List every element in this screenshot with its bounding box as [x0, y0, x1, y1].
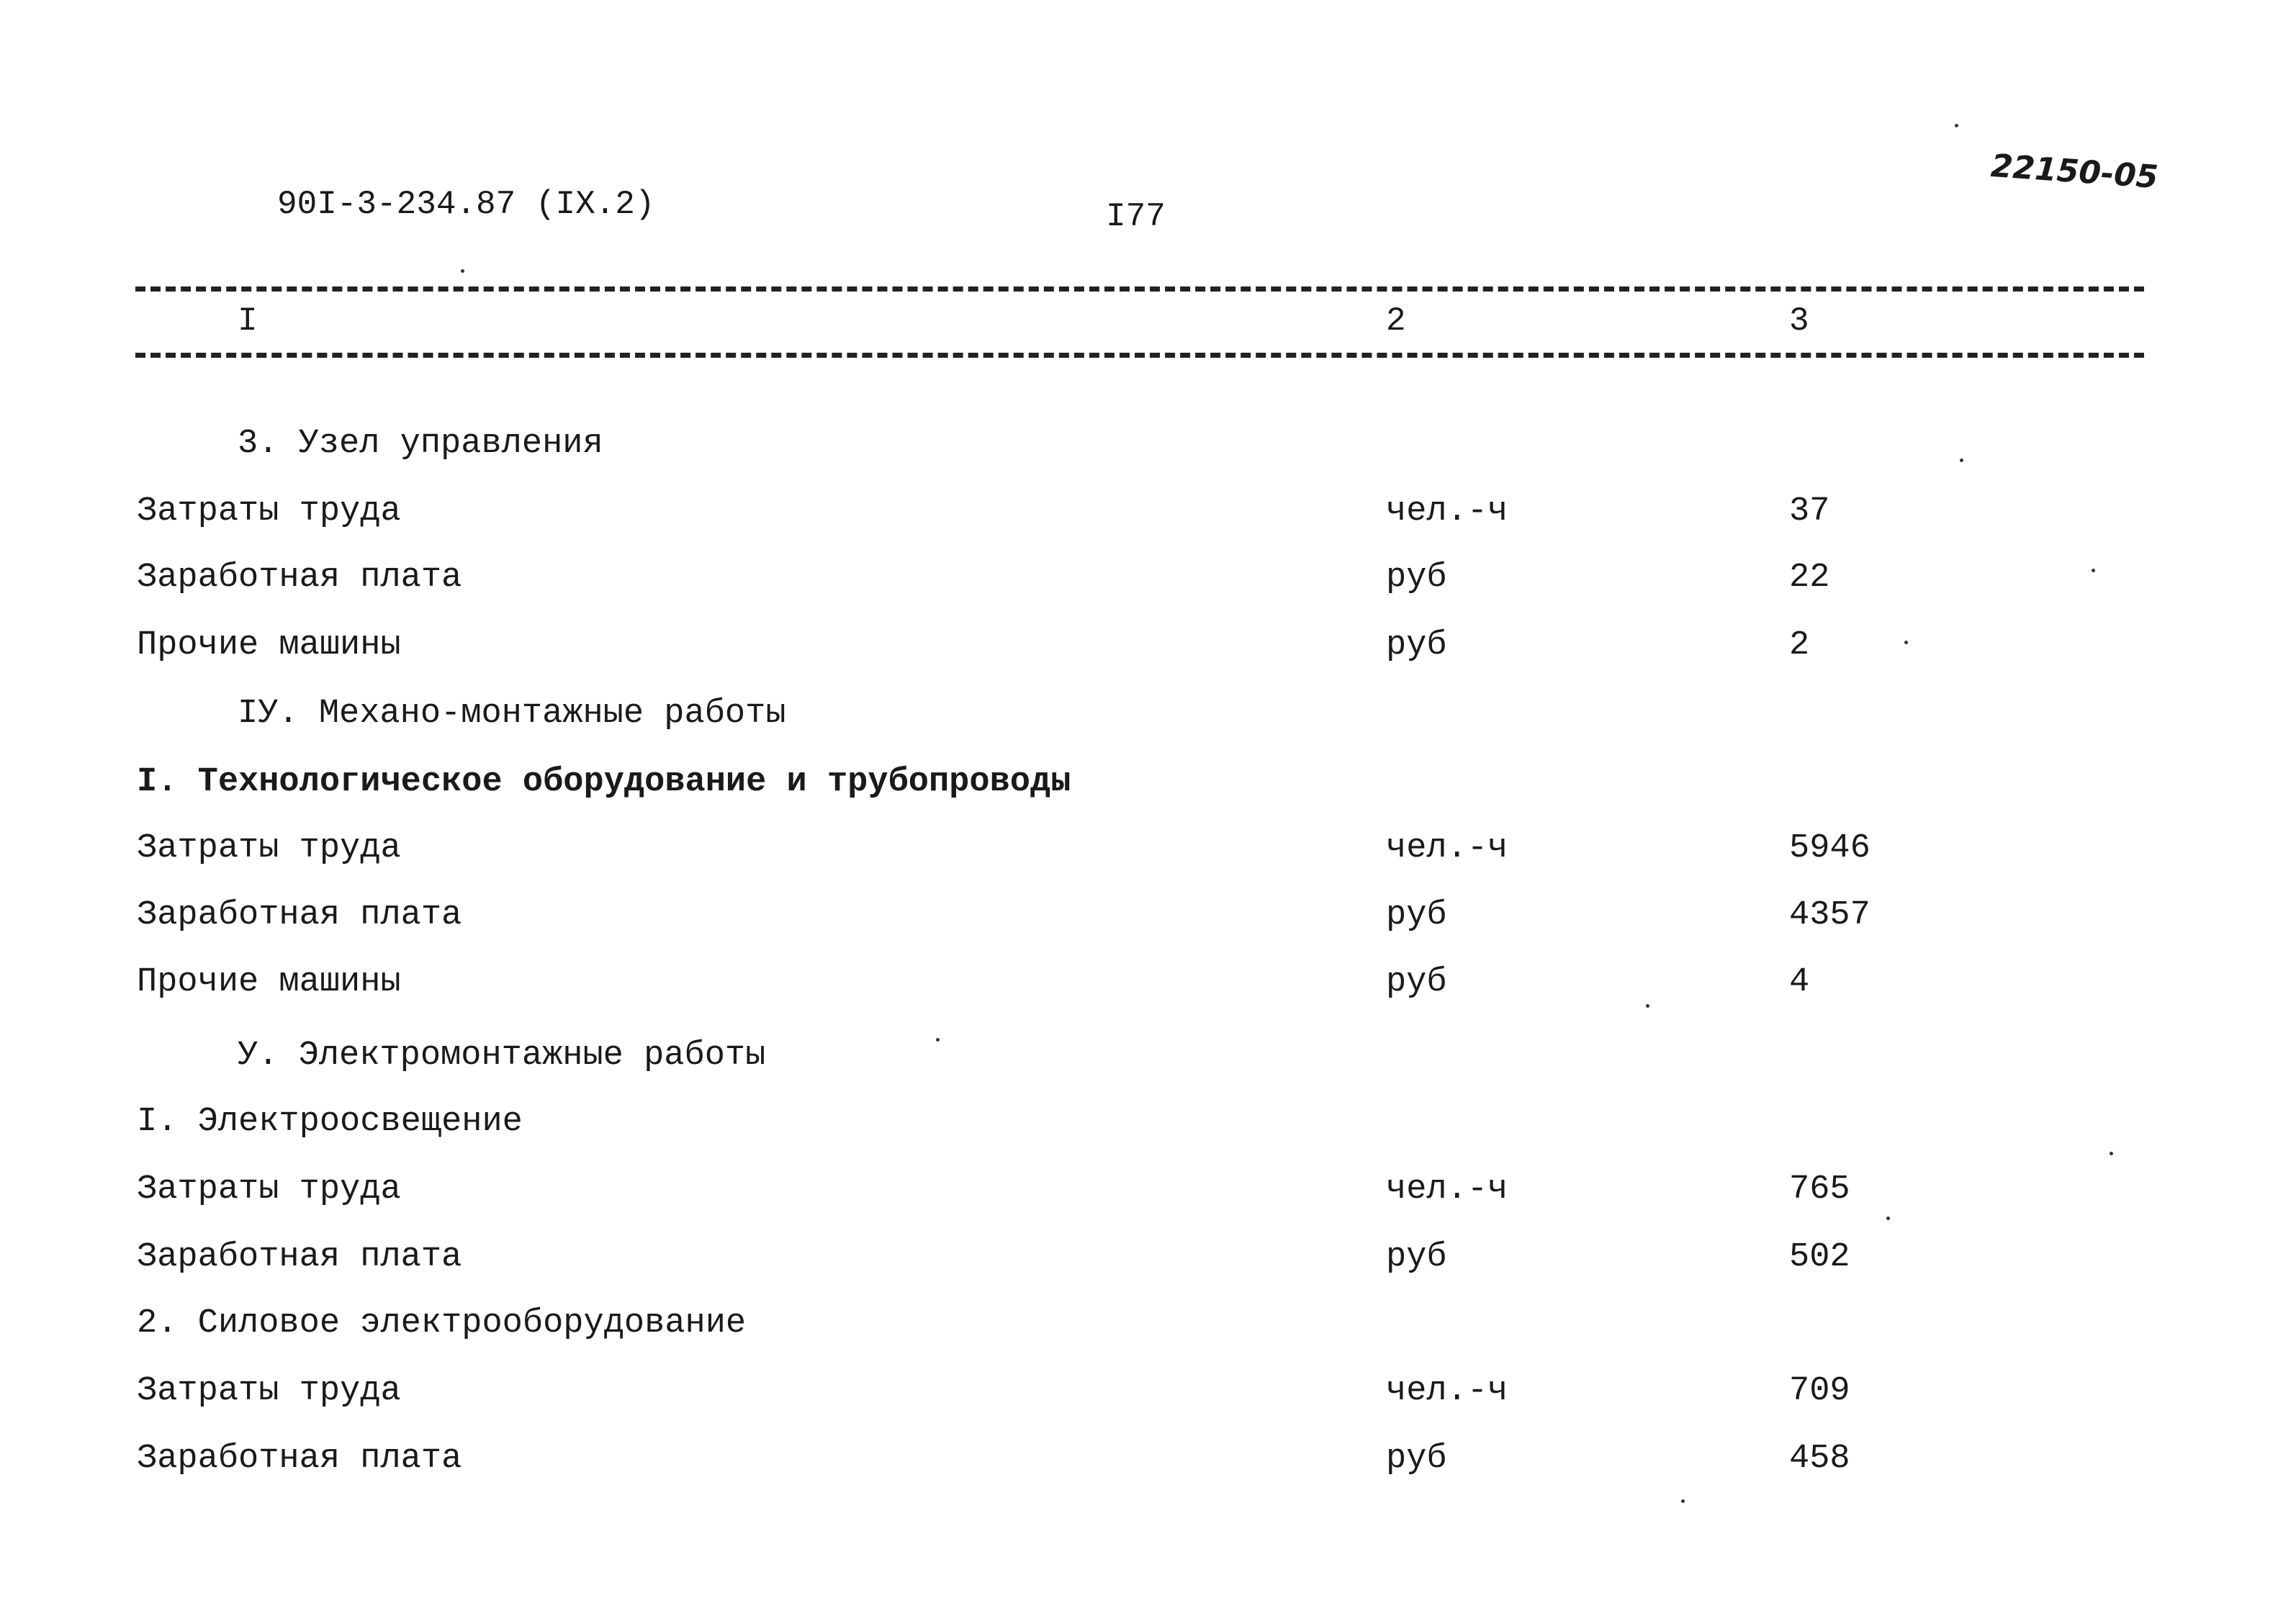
- scan-speck: [1960, 459, 1963, 462]
- row-unit: руб: [1386, 1440, 1447, 1478]
- row-unit: руб: [1386, 626, 1447, 664]
- header-rule-top: [135, 286, 2144, 292]
- row-name: У. Электромонтажные работы: [238, 1037, 766, 1075]
- row-name: Затраты труда: [137, 492, 401, 531]
- row-unit: чел.-ч: [1386, 492, 1508, 531]
- scan-speck: [1904, 641, 1908, 644]
- row-name: I. Электроосвещение: [137, 1103, 523, 1141]
- row-unit: руб: [1386, 896, 1447, 934]
- row-value: 4: [1789, 963, 1810, 1001]
- row-name: Прочие машины: [137, 626, 401, 664]
- row-value: 502: [1789, 1238, 1850, 1276]
- table-row: [0, 1103, 2296, 1146]
- table-row: [0, 1440, 2296, 1483]
- row-name: Затраты труда: [137, 1170, 401, 1209]
- scan-speck: [1681, 1499, 1685, 1503]
- row-name: Заработная плата: [137, 1238, 462, 1276]
- scan-speck: [461, 269, 464, 273]
- row-name: Прочие машины: [137, 963, 401, 1001]
- row-value: 4357: [1789, 896, 1870, 934]
- table-row: [0, 559, 2296, 602]
- row-value: 22: [1789, 559, 1830, 597]
- scan-speck: [1646, 1004, 1649, 1008]
- row-value: 5946: [1789, 829, 1870, 867]
- table-row: [0, 1170, 2296, 1214]
- row-unit: чел.-ч: [1386, 1170, 1508, 1209]
- row-name: 3. Узел управления: [238, 425, 603, 463]
- scan-speck: [1886, 1216, 1890, 1220]
- row-unit: руб: [1386, 1238, 1447, 1276]
- table-row: [0, 626, 2296, 669]
- row-name: 2. Силовое электрооборудование: [137, 1304, 747, 1342]
- scan-speck: [1955, 124, 1958, 127]
- row-value: 709: [1789, 1372, 1850, 1410]
- table-row: [0, 695, 2296, 738]
- table-row: [0, 1037, 2296, 1080]
- column-header-1: I: [238, 302, 258, 340]
- row-name: Заработная плата: [137, 1440, 462, 1478]
- table-row: [0, 492, 2296, 536]
- scan-speck: [2092, 569, 2095, 572]
- row-value: 458: [1789, 1440, 1850, 1478]
- table-row: [0, 425, 2296, 468]
- row-unit: чел.-ч: [1386, 1372, 1508, 1410]
- table-row: [0, 763, 2296, 806]
- page-number: I77: [1106, 198, 1166, 235]
- row-name: Затраты труда: [137, 1372, 401, 1410]
- row-name: I. Технологическое оборудование и трубопроводы: [137, 763, 1071, 801]
- row-unit: чел.-ч: [1386, 829, 1508, 867]
- column-header-2: 2: [1386, 302, 1406, 340]
- row-value: 2: [1789, 626, 1810, 664]
- row-unit: руб: [1386, 963, 1447, 1001]
- row-name: IУ. Механо-монтажные работы: [238, 695, 786, 733]
- row-unit: руб: [1386, 559, 1447, 597]
- document-code: 90I-3-234.87 (IX.2): [277, 186, 655, 223]
- row-name: Затраты труда: [137, 829, 401, 867]
- table-row: [0, 829, 2296, 872]
- row-value: 765: [1789, 1170, 1850, 1209]
- handwritten-stamp: 22150-05: [1989, 147, 2160, 197]
- row-value: 37: [1789, 492, 1830, 531]
- header-rule-bottom: [135, 353, 2144, 358]
- row-name: Заработная плата: [137, 896, 462, 934]
- column-header-3: 3: [1789, 302, 1809, 340]
- scan-speck: [2110, 1152, 2113, 1155]
- table-row: [0, 1238, 2296, 1281]
- table-row: [0, 1304, 2296, 1348]
- table-row: [0, 1372, 2296, 1415]
- scan-speck: [936, 1038, 940, 1042]
- table-row: [0, 896, 2296, 939]
- table-row: [0, 963, 2296, 1006]
- row-name: Заработная плата: [137, 559, 462, 597]
